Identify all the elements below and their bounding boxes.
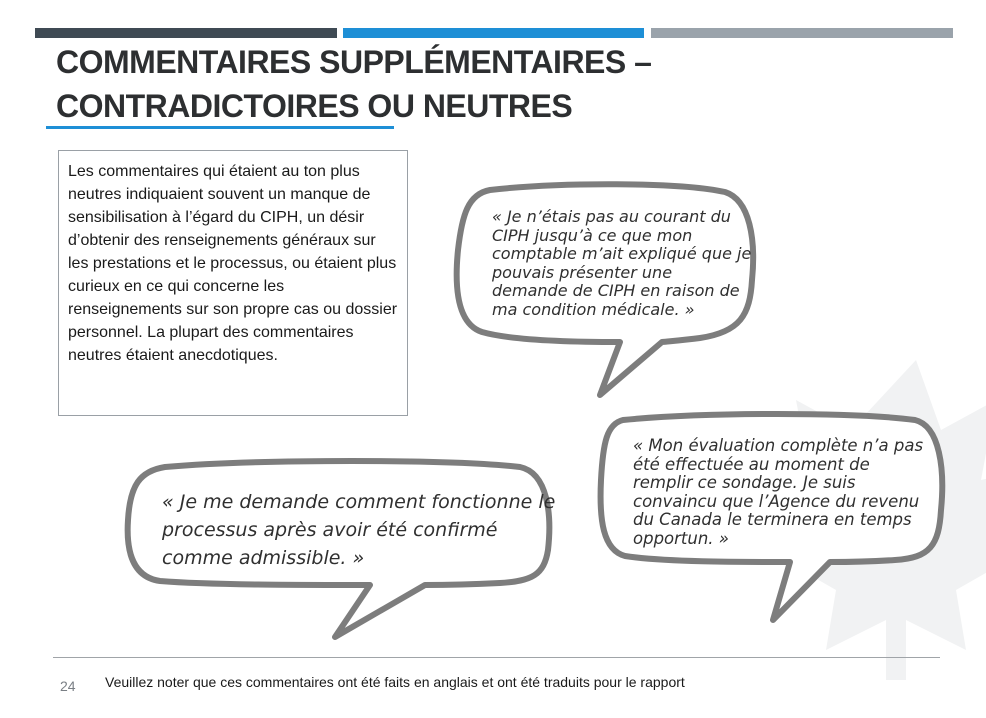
footnote: Veuillez noter que ces commentaires ont été faits en anglais et ont été traduits pour le rapport xyxy=(105,674,685,690)
quote-text-2: « Je me demande comment fonctionne le processus après avoir été confirmé comme admissible. » xyxy=(162,491,556,569)
top-bar-blue xyxy=(343,28,644,38)
summary-text: Les commentaires qui étaient au ton plus neutres indiquaient souvent un manque de sensibilisation à l’égard du CIPH, un désir d’obtenir des renseignements généraux sur les prestations et le processus, ou étaient plus curieux en ce qui concerne les renseignements sur son propre cas ou dossier personnel. La plupart des commentaires neutres étaient anecdotiques. xyxy=(68,163,398,364)
quote-text-1: « Je n’étais pas au courant du CIPH jusqu’à ce que mon comptable m’ait expliqué que je pouvais présenter une demande de CIPH en raison de ma condition médicale. » xyxy=(492,207,752,319)
slide-title xyxy=(56,40,936,128)
title-line-2: CONTRADICTOIRES OU NEUTRES xyxy=(56,88,573,124)
summary-text-box xyxy=(58,150,408,416)
quote-bubble-1 xyxy=(450,180,760,405)
page-number: 24 xyxy=(60,678,76,694)
top-bar-grey xyxy=(651,28,953,38)
quote-text-3: « Mon évaluation complète n’a pas été effectuée au moment de remplir ce sondage. Je suis convaincu que l’Agence du revenu du Canada le terminera en temps opportun. » xyxy=(633,436,924,548)
title-line-1: COMMENTAIRES SUPPLÉMENTAIRES – xyxy=(56,44,652,80)
title-underline xyxy=(46,126,394,129)
footer-divider xyxy=(53,657,940,658)
top-bar-dark xyxy=(35,28,337,38)
quote-bubble-3 xyxy=(595,410,950,625)
quote-bubble-2 xyxy=(120,455,560,650)
